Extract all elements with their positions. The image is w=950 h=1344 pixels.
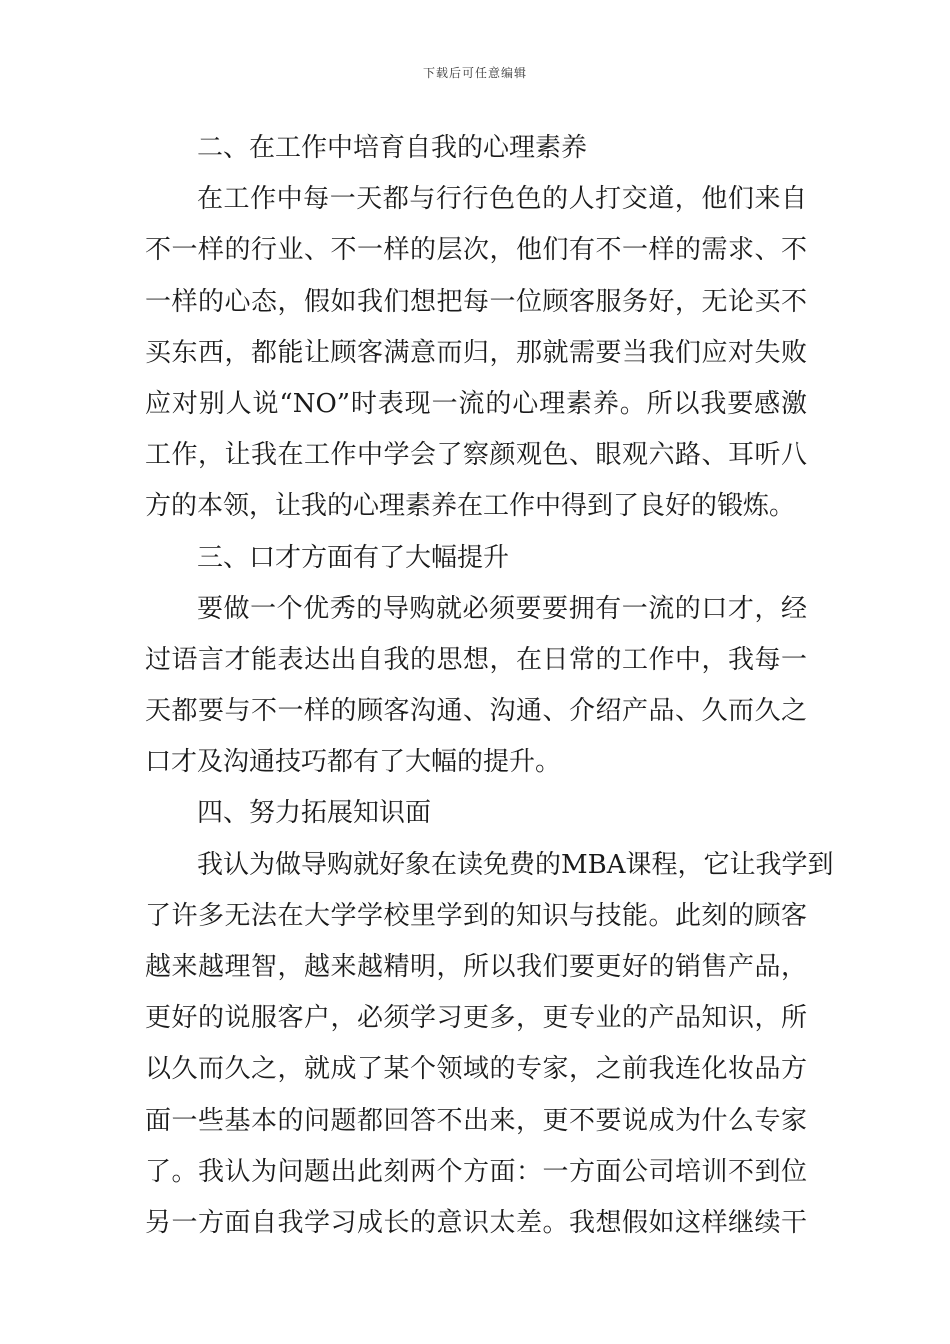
paragraph-line: 一样的心态，假如我们想把每一位顾客服务好，无论买不 <box>145 286 807 317</box>
paragraph-line: 我认为做导购就好象在读免费的MBA课程，它让我学到 <box>197 849 834 880</box>
section-heading-2: 二、在工作中培育自我的心理素养 <box>197 133 588 163</box>
paragraph-line: 天都要与不一样的顾客沟通、沟通、介绍产品、久而久之 <box>145 696 807 727</box>
paragraph-line: 过语言才能表达出自我的思想，在日常的工作中，我每一 <box>145 644 807 675</box>
section-heading-4: 四、努力拓展知识面 <box>197 798 432 829</box>
paragraph-line: 越来越理智，越来越精明，所以我们要更好的销售产品， <box>145 952 807 982</box>
paragraph-line: 不一样的行业、不一样的层次，他们有不一样的需求、不 <box>145 235 807 266</box>
paragraph-line: 以久而久之，就成了某个领域的专家，之前我连化妆品方 <box>145 1054 807 1085</box>
paragraph-line: 在工作中每一天都与行行色色的人打交道，他们来自 <box>197 184 807 215</box>
header-note: 下载后可任意编辑 <box>422 66 527 80</box>
paragraph-line: 工作，让我在工作中学会了察颜观色、眼观六路、耳听八 <box>145 440 807 471</box>
paragraph-line: 另一方面自我学习成长的意识太差。我想假如这样继续干 <box>145 1207 807 1238</box>
document-body <box>145 123 834 1249</box>
paragraph-line: 买东西，都能让顾客满意而归，那就需要当我们应对失败 <box>145 337 807 368</box>
paragraph-line: 面一些基本的问题都回答不出来，更不要说成为什么专家 <box>145 1105 807 1136</box>
paragraph-line: 应对别人说“NO”时表现一流的心理素养。所以我要感激 <box>145 388 807 419</box>
paragraph-line: 要做一个优秀的导购就必须要要拥有一流的口才，经 <box>197 593 807 624</box>
paragraph-line: 方的本领，让我的心理素养在工作中得到了良好的锻炼。 <box>145 491 796 522</box>
section-heading-3: 三、口才方面有了大幅提升 <box>197 542 510 573</box>
paragraph-line: 了。我认为问题出此刻两个方面：一方面公司培训不到位 <box>145 1156 807 1187</box>
paragraph-line: 口才及沟通技巧都有了大幅的提升。 <box>145 747 562 778</box>
paragraph-line: 了许多无法在大学学校里学到的知识与技能。此刻的顾客 <box>145 900 807 931</box>
paragraph-line: 更好的说服客户，必须学习更多，更专业的产品知识，所 <box>145 1003 807 1034</box>
